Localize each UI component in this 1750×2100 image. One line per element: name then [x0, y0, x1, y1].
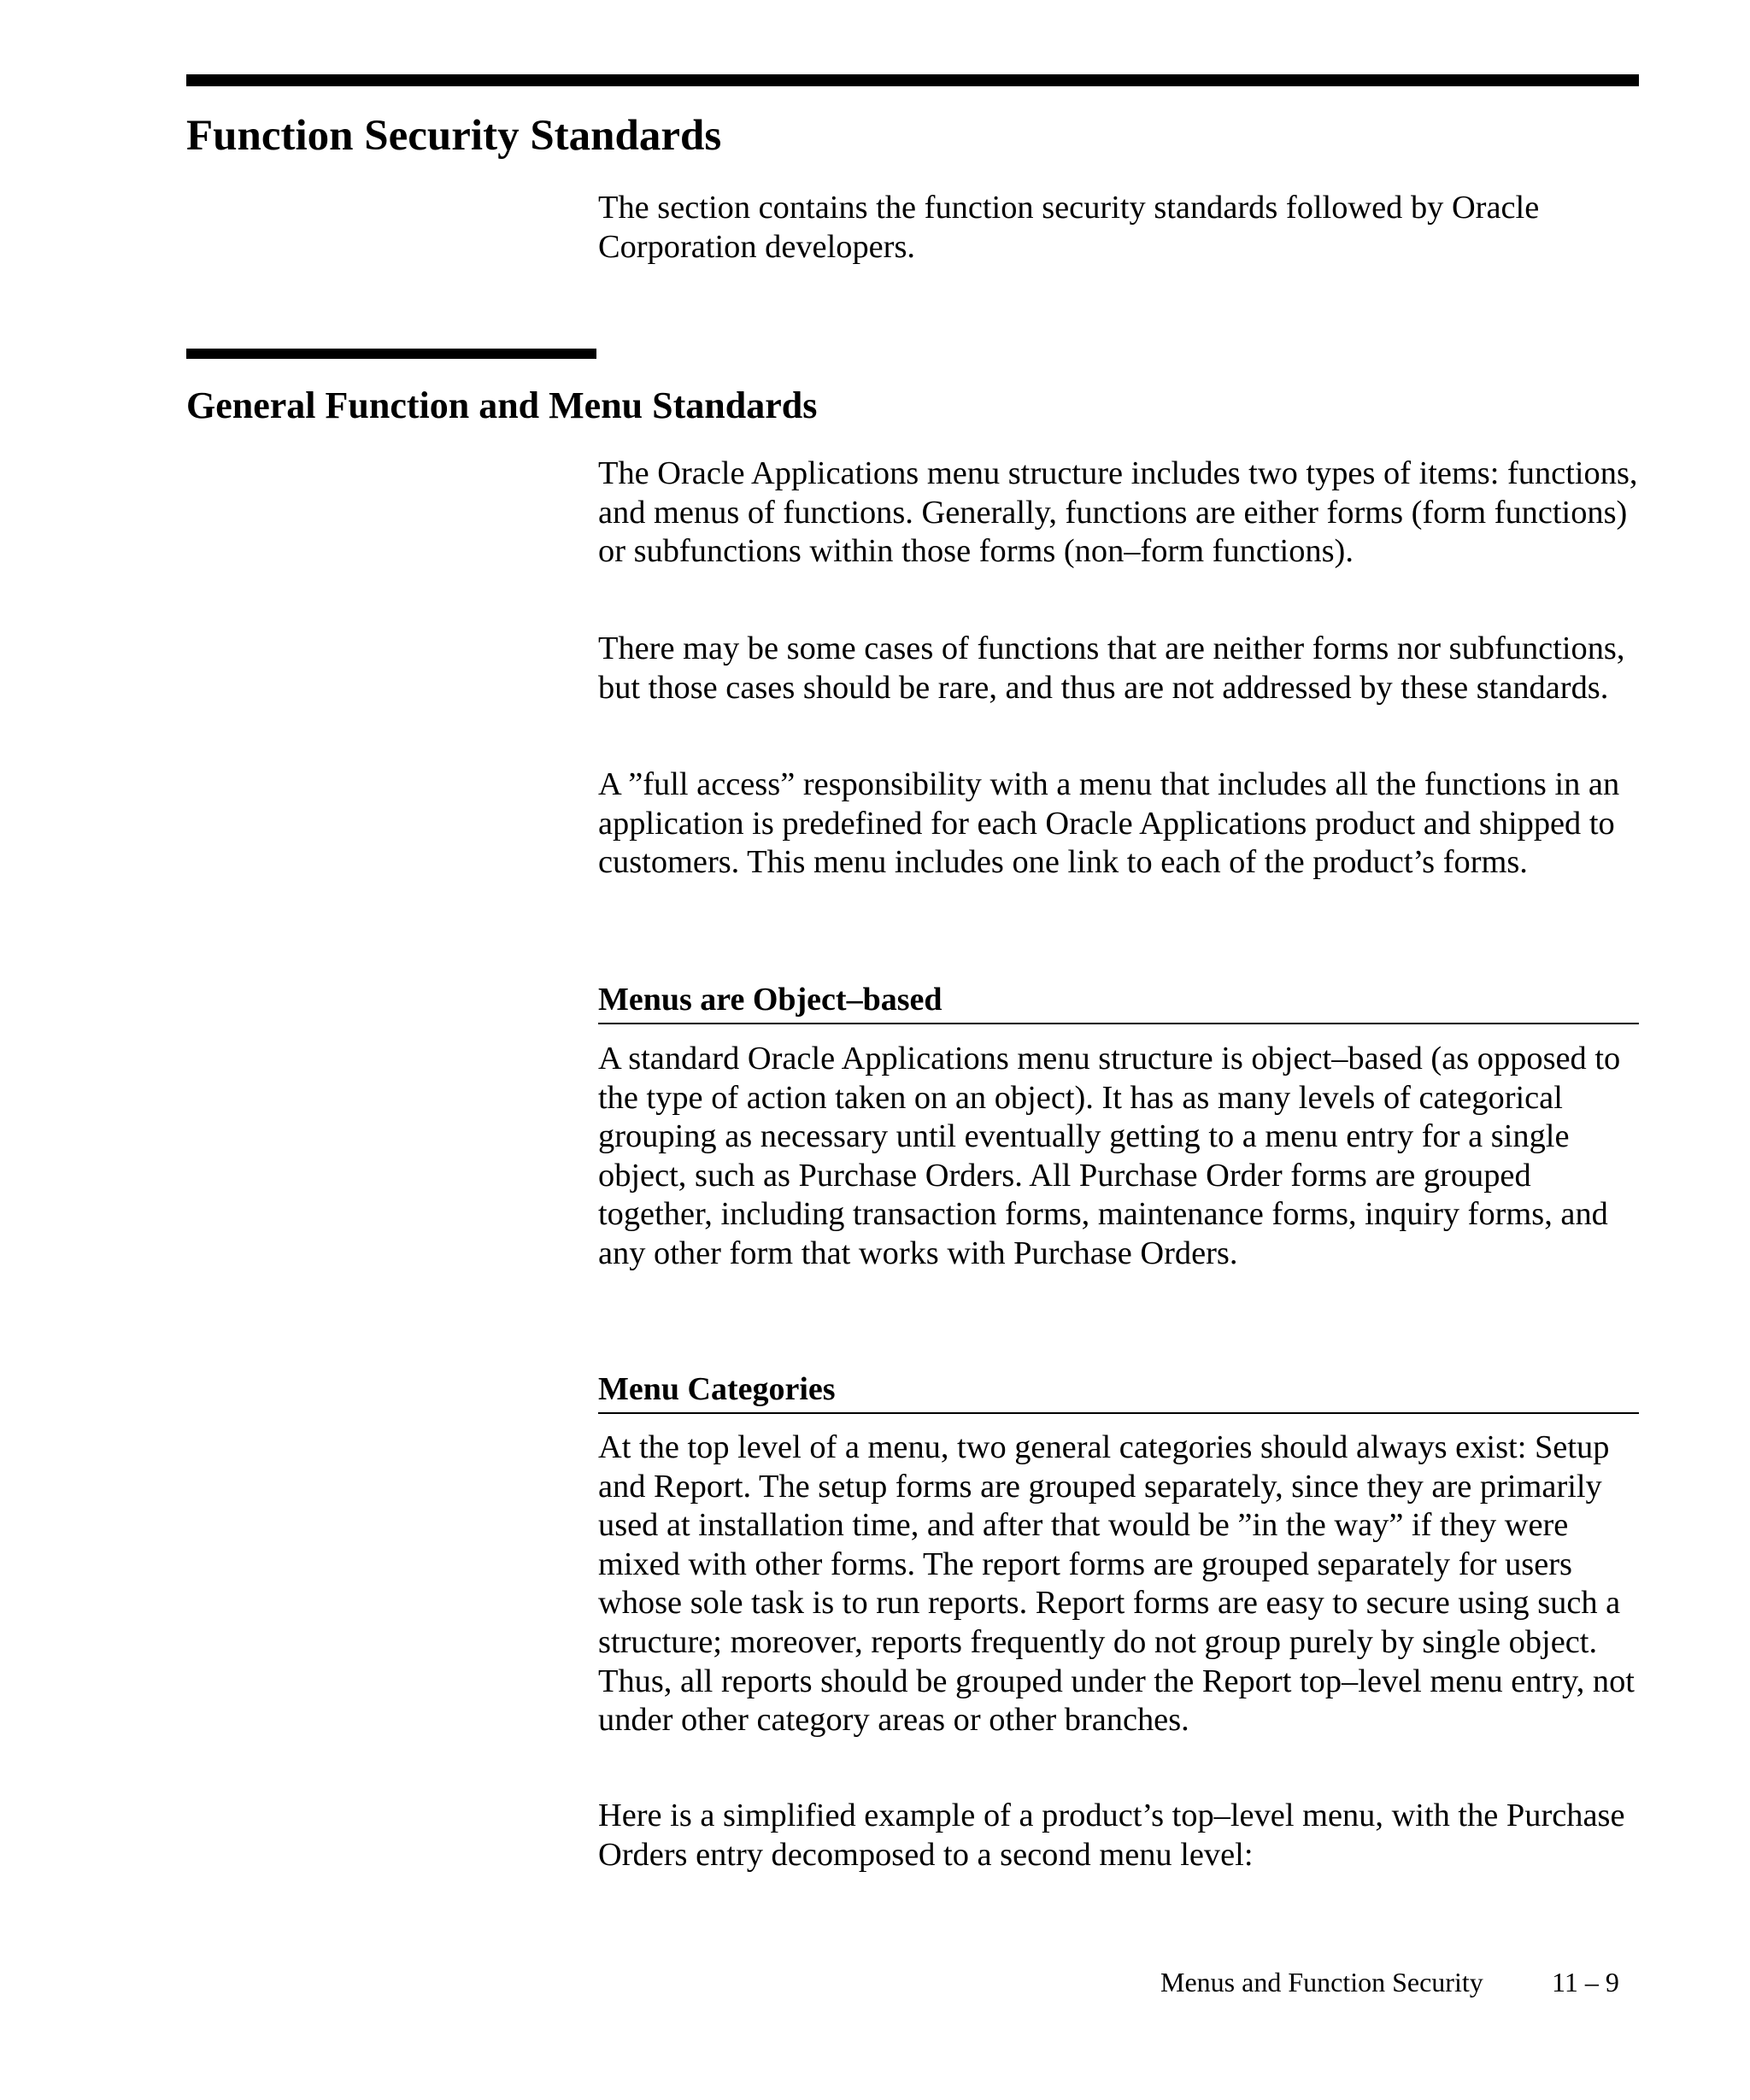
- object-paragraph-1: A standard Oracle Applications menu structure is object–based (as opposed to the type of action taken on an object). It has as many levels of categorical grouping as necessary until eventually getting to a menu entry for a single object, such as Purchase Orders. All Purchase Order forms are grouped together, including transaction forms, maintenance forms, inquiry forms, and any other form that works with Purchase Orders.: [598, 1041, 1621, 1271]
- categories-paragraph-2: Here is a simplified example of a product’s top–level menu, with the Purchase Orders entry decomposed to a second menu level:: [598, 1798, 1625, 1873]
- general-paragraph-2: There may be some cases of functions that are neither forms nor subfunctions, but those cases should be rare, and thus are not addressed by these standards.: [598, 631, 1625, 706]
- top-rule: [186, 74, 1639, 86]
- general-paragraph-1: The Oracle Applications menu structure includes two types of items: functions, and menus of functions. Generally, functions are either forms (form functions) or subfunctions within those forms (non–form functions).: [598, 455, 1638, 570]
- footer-page-number: 11 – 9: [1552, 1967, 1619, 1997]
- page-title: Function Security Standards: [186, 112, 722, 160]
- subheading-menu-categories: Menu Categories: [598, 1368, 1639, 1414]
- subheading-object-based: Menus are Object–based: [598, 978, 1639, 1024]
- footer-chapter-title: Menus and Function Security: [1160, 1967, 1483, 1997]
- section-heading-general: General Function and Menu Standards: [186, 384, 818, 426]
- categories-paragraph-1: At the top level of a menu, two general categories should always exist: Setup and Report. The setup forms are grouped separately, since they are primarily used at installation time, and after that would be ”in the way” if they were mixed with other forms. The report forms are grouped separately for users whose sole task is to run reports. Report forms are easy to secure using such a structure; moreover, reports frequently do not group purely by single object. Thus, all reports should be grouped under the Report top–level menu entry, not under other category areas or other branches.: [598, 1429, 1635, 1739]
- general-paragraph-3: A ”full access” responsibility with a menu that includes all the functions in an application is predefined for each Oracle Applications product and shipped to customers. This menu includes one link to each of the product’s forms.: [598, 766, 1620, 881]
- intro-paragraph: The section contains the function security standards followed by Oracle Corporation developers.: [598, 190, 1540, 265]
- section-rule: [186, 349, 596, 359]
